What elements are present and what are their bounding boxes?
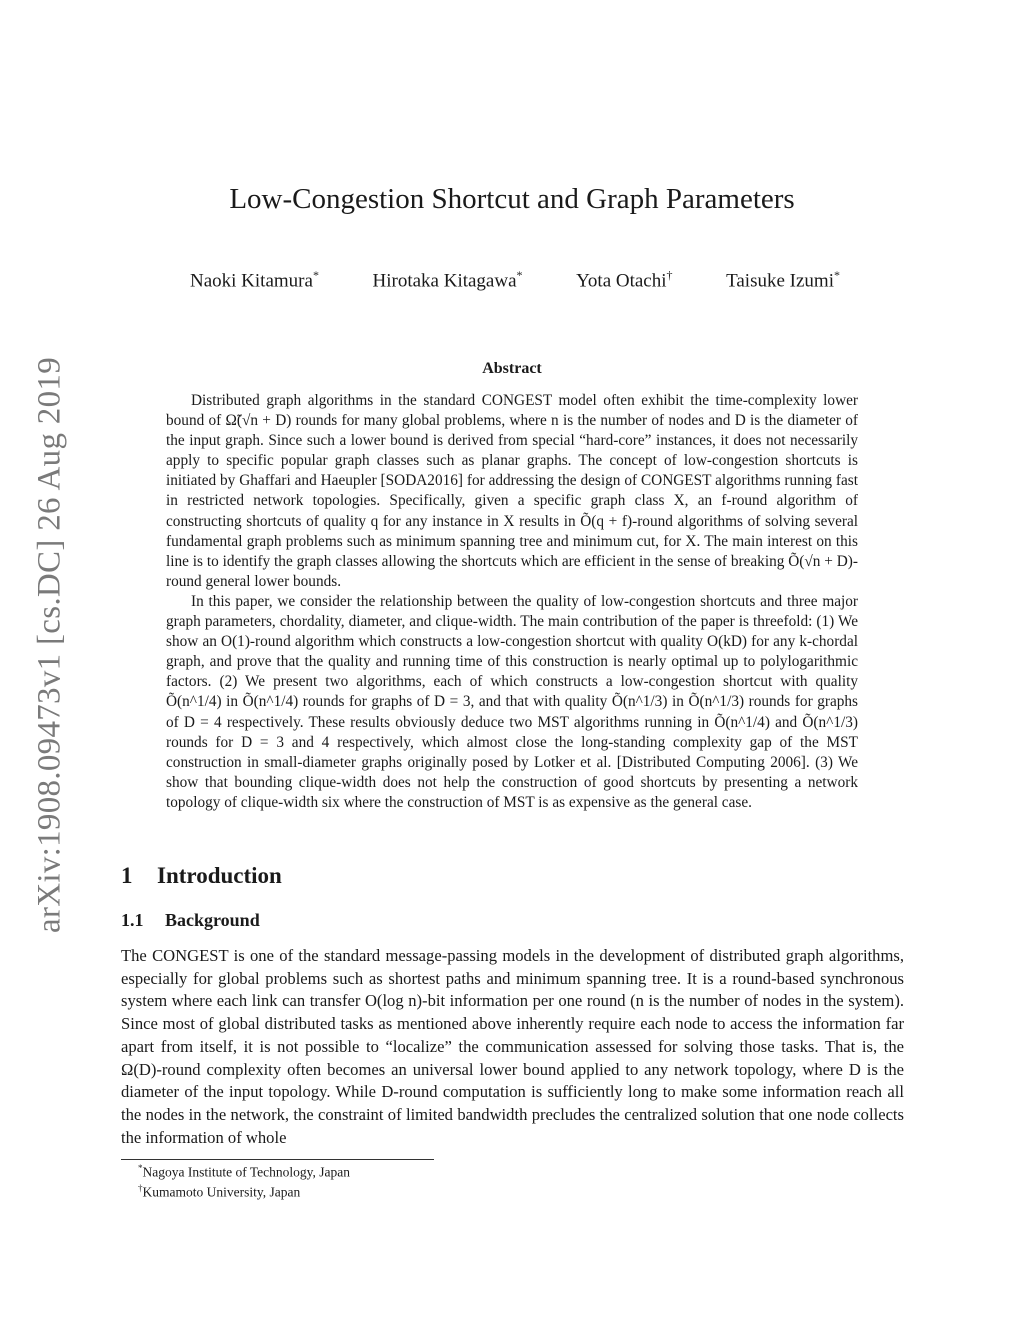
footnote-rule (121, 1159, 434, 1160)
arxiv-stamp-text: arXiv:1908.09473v1 [cs.DC] 26 Aug 2019 (31, 356, 68, 934)
author: Hirotaka Kitagawa* (372, 268, 523, 292)
abstract-body (166, 391, 858, 813)
section-number: 1 (121, 863, 133, 888)
author: Yota Otachi† (576, 268, 673, 292)
abstract-paragraph: Distributed graph algorithms in the standard CONGEST model often exhibit the time-complexity lower bound of Ω̃(√n + D) rounds for many global problems, where n is the number of nodes and D is the diameter of the input graph. Since such a lower bound is derived from special “hard-core” instances, it does not necessarily apply to specific popular graph classes such as planar graphs. The concept of low-congestion shortcuts is initiated by Ghaffari and Haeupler [SODA2016] for addressing the design of CONGEST algorithms running fast in restricted network topologies. Specifically, given a specific graph class X, an f-round algorithm of constructing shortcuts of quality q for any instance in X results in Õ(q + f)-round algorithms of solving several fundamental graph problems such as minimum spanning tree and minimum cut, for X. The main interest on this line is to identify the graph classes allowing the shortcuts which are efficient in the sense of breaking Õ(√n + D)-round general lower bounds. (166, 392, 858, 590)
body-paragraph: The CONGEST is one of the standard message-passing models in the development of distributed graph algorithms, especially for global problems such as shortest paths and minimum spanning tree. It is a round-based synchronous system where each link can transfer O(log n)-bit information per one round (n is the number of nodes in the system). Since most of global distributed tasks as mentioned above inherently require each node to access the information far apart from itself, it is not possible to “localize” the communication assessed for solving those tasks. That is, the Ω(D)-round complexity often becomes an universal lower bound applied to any network topology, where D is the diameter of the input topology. While D-round computation is sufficiently long to make some information reach all the nodes in the network, the constraint of limited bandwidth precludes the centralized solution that one node collects the information of whole (121, 946, 904, 1147)
abstract-heading: Abstract (482, 360, 542, 377)
footnote: †Kumamoto University, Japan (138, 1183, 301, 1200)
arxiv-stamp (30, 345, 70, 945)
abstract-paragraph: In this paper, we consider the relationship between the quality of low-congestion shortcuts and three major graph parameters, chordality, diameter, and clique-width. The main contribution of the paper is threefold: (1) We show an O(1)-round algorithm which constructs a low-congestion shortcut with quality O(kD) for any k-chordal graph, and prove that the quality and running time of this construction is nearly optimal up to polylogarithmic factors. (2) We present two algorithms, each of which constructs a low-congestion shortcut with quality Õ(n^1/4) in Õ(n^1/4) rounds for graphs of D = 3, and that with quality Õ(n^1/3) in Õ(n^1/3) rounds for graphs of D = 4 respectively. These results obviously deduce two MST algorithms running in Õ(n^1/4) and Õ(n^1/3) rounds for D = 3 and 4 respectively, which almost close the long-standing complexity gap of the MST construction in small-diameter graphs originally posed by Lotker et al. [Distributed Computing 2006]. (3) We show that bounding clique-width does not help the construction of good shortcuts by presenting a network topology of clique-width six where the construction of MST is as expensive as the general case. (166, 592, 858, 811)
section-heading (121, 863, 282, 889)
subsection-heading (121, 910, 260, 931)
paper-title: Low-Congestion Shortcut and Graph Parameters (229, 183, 795, 215)
author: Taisuke Izumi* (726, 268, 840, 292)
footnote: *Nagoya Institute of Technology, Japan (138, 1163, 351, 1180)
subsection-number: 1.1 (121, 910, 144, 930)
subsection-title: Background (165, 910, 260, 930)
author-list (190, 268, 840, 292)
section-title: Introduction (157, 863, 282, 888)
author: Naoki Kitamura* (190, 268, 319, 292)
